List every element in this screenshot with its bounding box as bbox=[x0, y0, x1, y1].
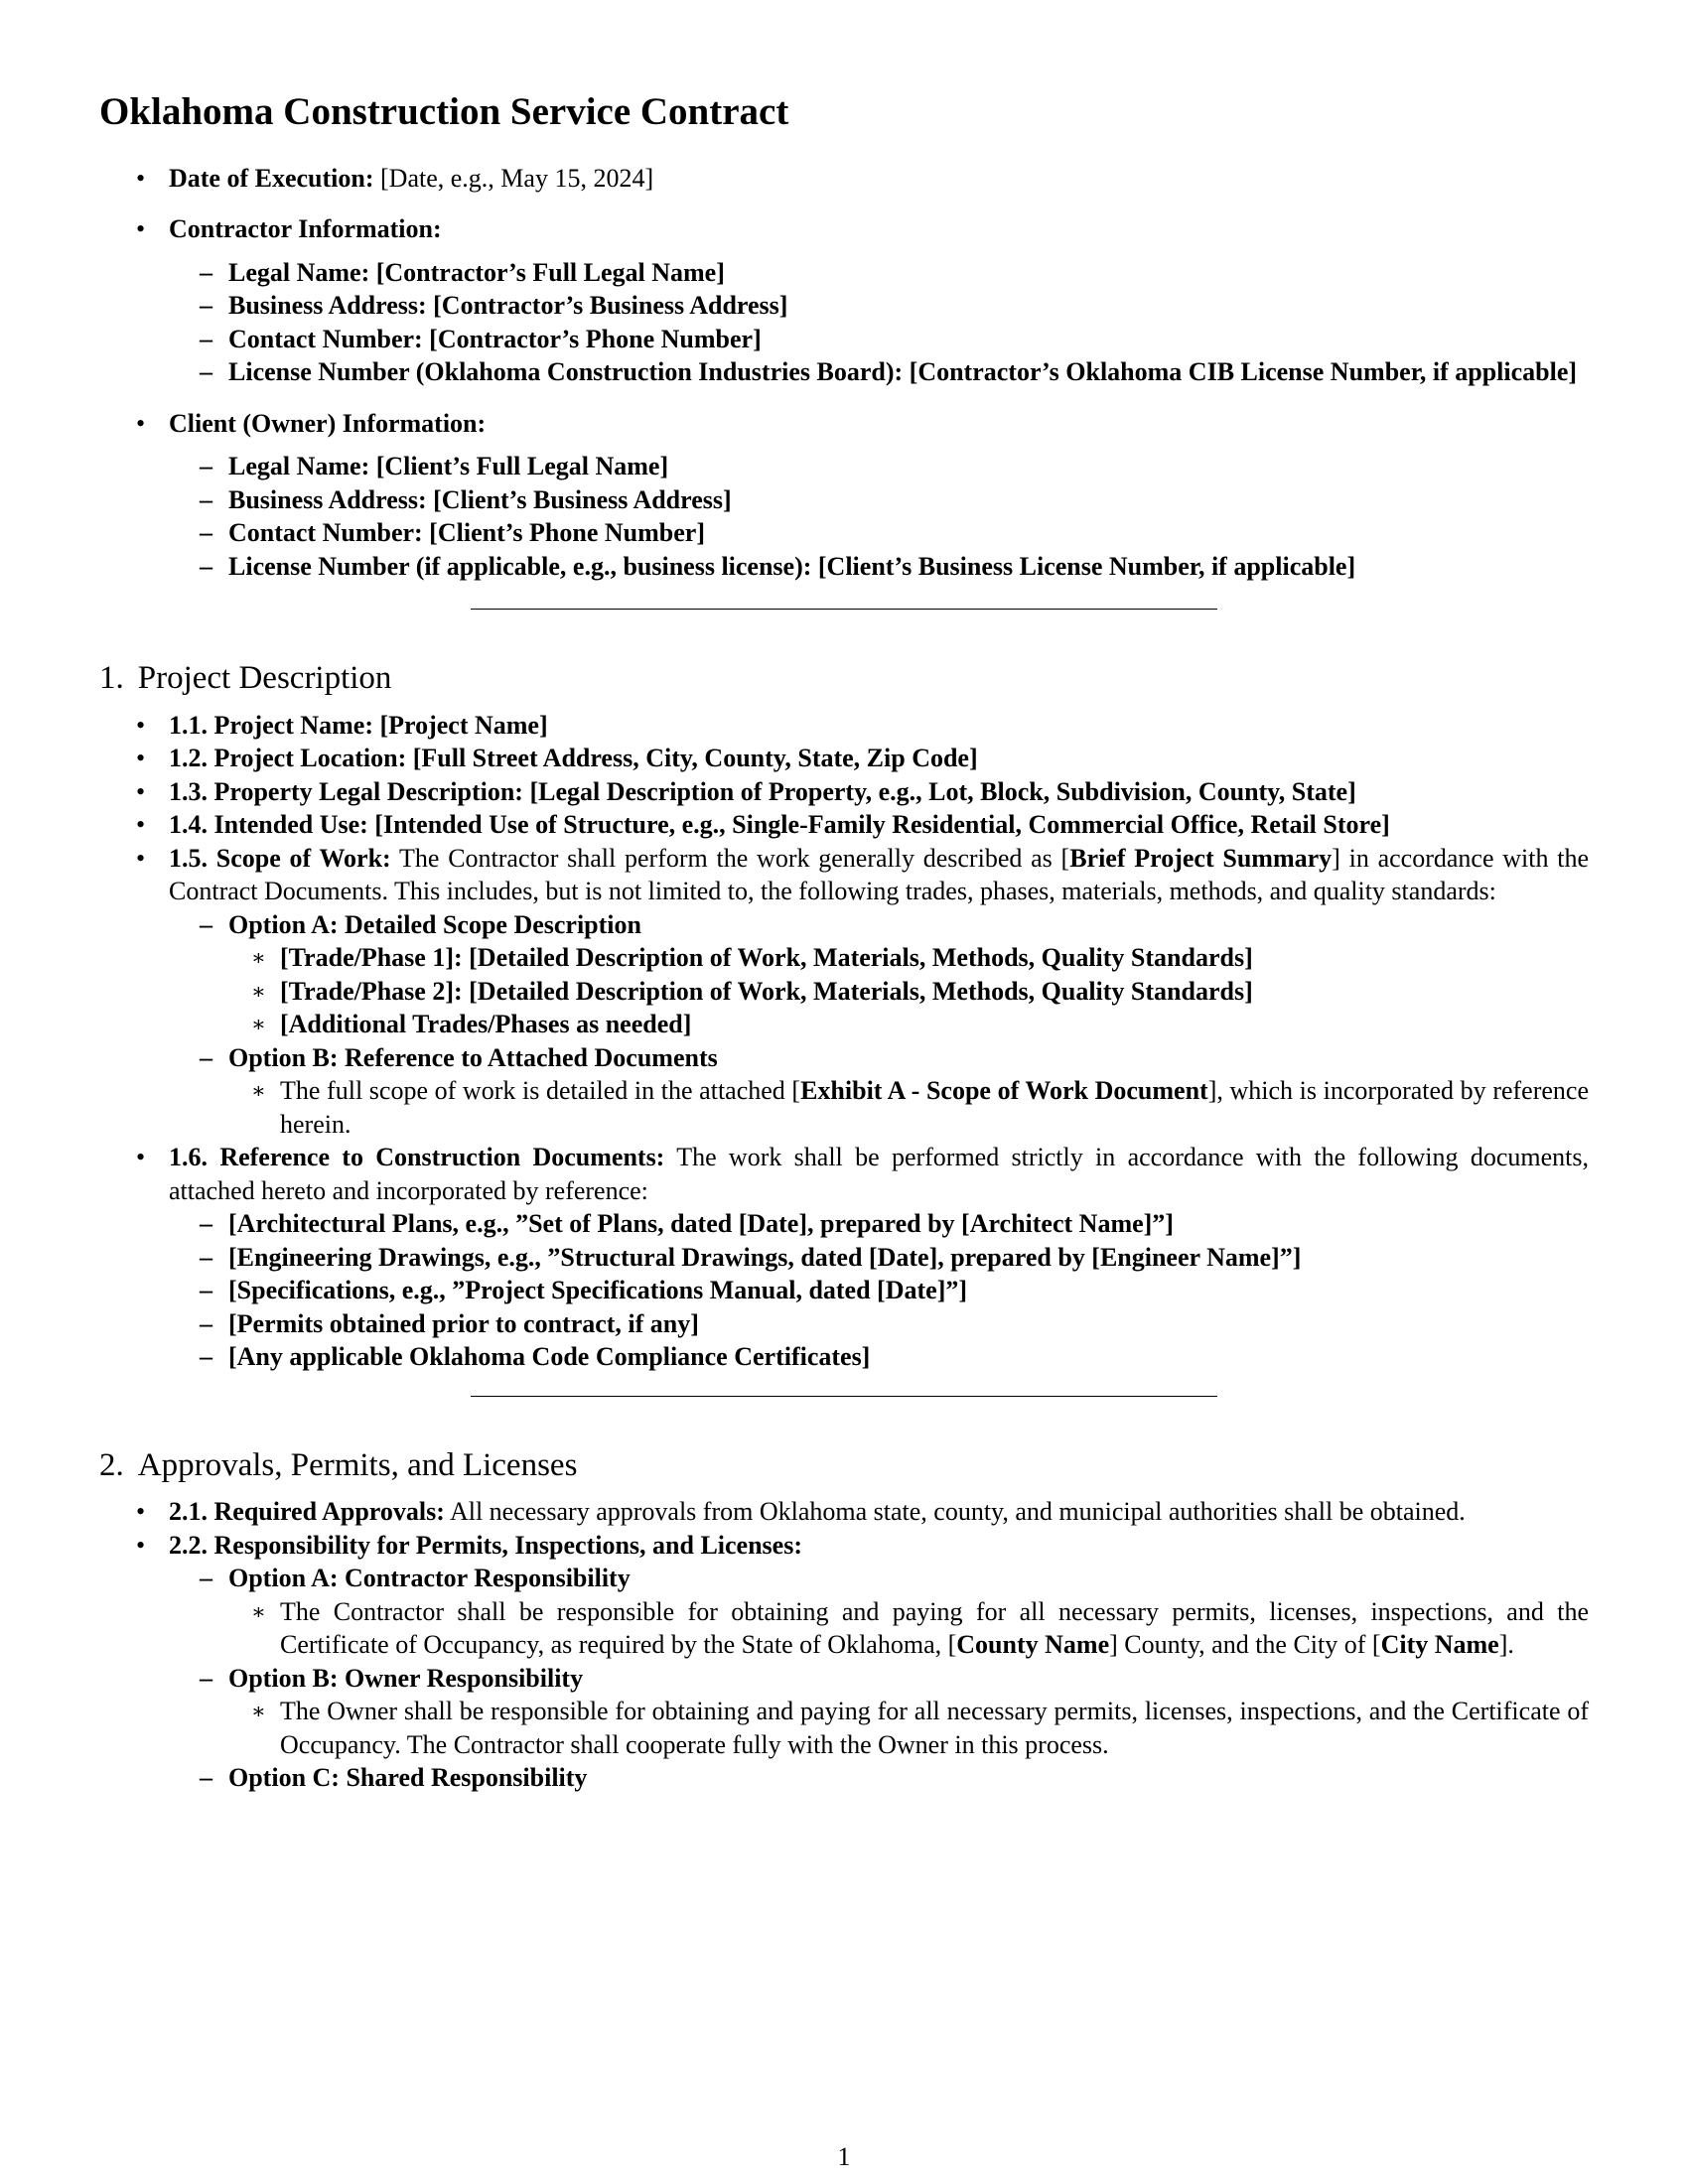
additional-trades: ∗ [Additional Trades/Phases as needed] bbox=[99, 1008, 1589, 1041]
document-title: Oklahoma Construction Service Contract bbox=[99, 90, 789, 133]
permit-option-b: – Option B: Owner Responsibility ∗ The Owner shall be responsible for obtaining and paying for all necessary permits, licenses, inspections, and the Certificate of Occupancy. The Contractor shall cooperate fully with the Owner in this process. bbox=[99, 1662, 1589, 1762]
scope-option-b: – Option B: Reference to Attached Documents ∗ The full scope of work is detailed in the attached [Exhibit A - Scope of Work Document], which is incorporated by reference herein. bbox=[99, 1041, 1589, 1142]
contractor-list bbox=[169, 246, 1589, 389]
page-number: 1 bbox=[837, 2142, 851, 2171]
section-1-list bbox=[99, 709, 1589, 1374]
code-compliance: – [Any applicable Oklahoma Code Compliance Certificates] bbox=[99, 1340, 1589, 1374]
architectural-plans: – [Architectural Plans, e.g., ”Set of Plans, dated [Date], prepared by [Architect Name]”] bbox=[99, 1207, 1589, 1241]
section-2-list bbox=[99, 1495, 1589, 1795]
scope-option-a-list bbox=[228, 941, 1589, 1041]
construction-documents-list bbox=[169, 1207, 1589, 1374]
permit-responsibility-item: • 2.2. Responsibility for Permits, Inspections, and Licenses: – Option A: Contractor Responsibility ∗ The Contractor shall be responsible for obtaining and paying for all necessary permits, licenses, inspections, and the Certificate of Occupancy, as required by the State of Oklahoma, [County Name] County, and the City of [City Name]. – Option B: Owner Responsibility ∗ The Owner shall be responsible for obtaining and paying for all necessary permits, licenses, inspections, and the Certificate of Occupancy. The Contractor shall cooperate fully with the Owner in this process. – Option C: Shared Responsibility bbox=[99, 1529, 1589, 1795]
contractor-legal-name: – Legal Name: [Contractor’s Full Legal Name] bbox=[99, 256, 1589, 290]
permit-option-a-list bbox=[228, 1595, 1589, 1662]
permit-option-b-list bbox=[228, 1695, 1589, 1761]
project-location-item: • 1.2. Project Location: [Full Street Address, City, County, State, Zip Code] bbox=[99, 742, 1589, 775]
permit-option-c: – Option C: Shared Responsibility bbox=[99, 1761, 1589, 1795]
scope-option-b-list bbox=[228, 1074, 1589, 1141]
exhibit-reference: ∗ The full scope of work is detailed in the attached [Exhibit A - Scope of Work Document], which is incorporated by reference herein. bbox=[99, 1074, 1589, 1141]
client-business-address: – Business Address: [Client’s Business Address] bbox=[99, 483, 1589, 517]
section-2-heading: 2. Approvals, Permits, and Licenses bbox=[99, 1446, 578, 1483]
scope-of-work-item: • 1.5. Scope of Work: The Contractor shall perform the work generally described as [Brief Project Summary] in accordance with the Contract Documents. This includes, but is not limited to, the following trades, phases, materials, methods, and quality standards: – Option A: Detailed Scope Description ∗ [Trade/Phase 1]: [Detailed Description of Work, Materials, Methods, Quality Standards] ∗ [Trade/Phase 2]: [Detailed Description of Work, Materials, Methods, Quality Standards] ∗ [Additional Trades/Phases as needed] – Option B: Reference to Attached Documents ∗ The full scope of work is detailed in the attached [Exhibit A - Scope of Work Document], which is incorporated by reference herein. bbox=[99, 842, 1589, 1142]
section-1-heading: 1. Project Description bbox=[99, 660, 392, 697]
permits: – [Permits obtained prior to contract, if any] bbox=[99, 1307, 1589, 1341]
client-license-number: – License Number (if applicable, e.g., business license): [Client’s Business License Number, if applicable] bbox=[99, 550, 1589, 584]
contractor-license-number: – License Number (Oklahoma Construction Industries Board): [Contractor’s Oklahoma CIB License Number, if applicable] bbox=[99, 355, 1589, 389]
date-label: Date of Execution: bbox=[169, 163, 374, 193]
scope-options bbox=[169, 908, 1589, 1142]
client-label: Client (Owner) Information: bbox=[169, 408, 487, 438]
legal-description-item: • 1.3. Property Legal Description: [Legal Description of Property, e.g., Lot, Block, Subdivision, County, State] bbox=[99, 775, 1589, 809]
section-divider bbox=[471, 609, 1217, 610]
intended-use-item: • 1.4. Intended Use: [Intended Use of Structure, e.g., Single-Family Residential, Commercial Office, Retail Store] bbox=[99, 808, 1589, 842]
trade-phase-1: ∗ [Trade/Phase 1]: [Detailed Description of Work, Materials, Methods, Quality Standards] bbox=[99, 941, 1589, 975]
contractor-contact-number: – Contact Number: [Contractor’s Phone Number] bbox=[99, 323, 1589, 356]
document-page bbox=[99, 89, 1589, 1795]
client-item bbox=[99, 407, 1589, 584]
client-contact-number: – Contact Number: [Client’s Phone Number] bbox=[99, 516, 1589, 550]
client-list bbox=[169, 440, 1589, 583]
contractor-business-address: – Business Address: [Contractor’s Business Address] bbox=[99, 289, 1589, 323]
owner-responsibility-text: ∗ The Owner shall be responsible for obtaining and paying for all necessary permits, licenses, inspections, and the Certificate of Occupancy. The Contractor shall cooperate fully with the Owner in this process. bbox=[99, 1695, 1589, 1761]
date-item bbox=[99, 162, 1589, 196]
permit-option-a: – Option A: Contractor Responsibility ∗ The Contractor shall be responsible for obtaining and paying for all necessary permits, licenses, inspections, and the Certificate of Occupancy, as required by the State of Oklahoma, [County Name] County, and the City of [City Name]. bbox=[99, 1562, 1589, 1662]
permit-options bbox=[169, 1562, 1589, 1795]
required-approvals-item: • 2.1. Required Approvals: All necessary approvals from Oklahoma state, county, and municipal authorities shall be obtained. bbox=[99, 1495, 1589, 1529]
scope-option-a: – Option A: Detailed Scope Description ∗ [Trade/Phase 1]: [Detailed Description of Work, Materials, Methods, Quality Standards] ∗ [Trade/Phase 2]: [Detailed Description of Work, Materials, Methods, Quality Standards] ∗ [Additional Trades/Phases as needed] bbox=[99, 908, 1589, 1041]
engineering-drawings: – [Engineering Drawings, e.g., ”Structural Drawings, dated [Date], prepared by [Engineer Name]”] bbox=[99, 1241, 1589, 1275]
contractor-item bbox=[99, 212, 1589, 389]
client-legal-name: – Legal Name: [Client’s Full Legal Name] bbox=[99, 450, 1589, 483]
contractor-label: Contractor Information: bbox=[169, 214, 442, 244]
trade-phase-2: ∗ [Trade/Phase 2]: [Detailed Description of Work, Materials, Methods, Quality Standards] bbox=[99, 975, 1589, 1009]
construction-documents-item: • 1.6. Reference to Construction Documents: The work shall be performed strictly in accordance with the following documents, attached hereto and incorporated by reference: – [Architectural Plans, e.g., ”Set of Plans, dated [Date], prepared by [Architect Name]”] – [Engineering Drawings, e.g., ”Structural Drawings, dated [Date], prepared by [Engineer Name]”] – [Specifications, e.g., ”Project Specifications Manual, dated [Date]”] – [Permits obtained prior to contract, if any] – [Any applicable Oklahoma Code Compliance Certificates] bbox=[99, 1141, 1589, 1374]
section-divider bbox=[471, 1396, 1217, 1397]
date-value: [Date, e.g., May 15, 2024] bbox=[380, 163, 654, 193]
contractor-responsibility-text: ∗ The Contractor shall be responsible for obtaining and paying for all necessary permits, licenses, inspections, and the Certificate of Occupancy, as required by the State of Oklahoma, [County Name] County, and the City of [City Name]. bbox=[99, 1595, 1589, 1662]
project-name-item: • 1.1. Project Name: [Project Name] bbox=[99, 709, 1589, 743]
specifications: – [Specifications, e.g., ”Project Specifications Manual, dated [Date]”] bbox=[99, 1274, 1589, 1307]
parties-list bbox=[99, 162, 1589, 584]
